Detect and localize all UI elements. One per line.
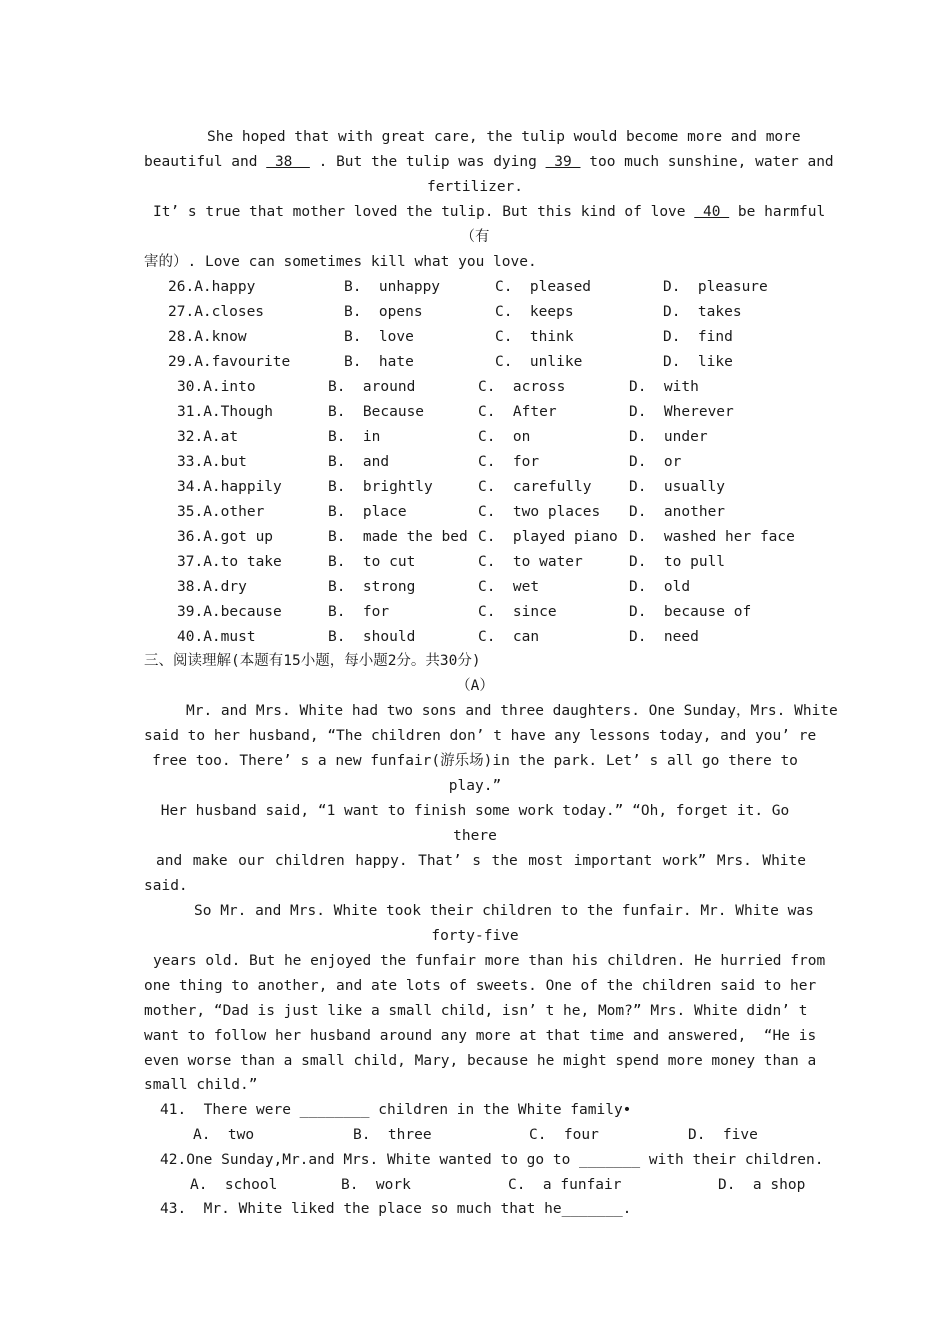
option-b: B. Because [328,404,425,420]
passage-line: mother, “Dad is just like a small child, isn’ t he, Mom?” Mrs. White didn’ t [144,1003,808,1019]
passage-line: free too. There’ s a new funfair(游乐场)in the park. Let’ s all go there to [152,753,798,769]
passage-line-with-blank [153,200,825,225]
option-a: 31.A.Though [177,404,274,420]
option-d: D. under [629,429,708,445]
passage-line: and make our children happy. That’ s the most important work” Mrs. White [156,853,806,869]
option-d: D. pleasure [663,279,768,295]
option-d: D. to pull [629,554,726,570]
option-a: 29.A.favourite [168,354,291,370]
option-a: 28.A.know [168,329,247,345]
option-a: 36.A.got up [177,529,274,545]
option-b: B. should [328,629,416,645]
passage-line: fertilizer. [426,179,524,195]
passage-line: So Mr. and Mrs. White took their children to the funfair. Mr. White was [194,903,814,919]
question-41: 41. There were ________ children in the White family• [160,1102,632,1118]
option-c: C. played piano [478,529,618,545]
option-d: D. like [663,354,733,370]
option-d: D. another [629,504,726,520]
option-b: B. and [328,454,390,470]
question-43: 43. Mr. White liked the place so much that he_______. [160,1201,632,1217]
option-d: D. a shop [718,1177,806,1193]
option-c: C. to water [478,554,583,570]
option-c: C. two places [478,504,601,520]
option-d: D. usually [629,479,726,495]
option-d: D. or [629,454,682,470]
option-b: B. work [341,1177,411,1193]
option-a: 35.A.other [177,504,265,520]
option-b: B. unhappy [344,279,441,295]
question-42: 42.One Sunday,Mr.and Mrs. White wanted to go to _______ with their children. [160,1152,824,1168]
option-a: A. school [190,1177,278,1193]
option-a: 40.A.must [177,629,256,645]
passage-line: years old. But he enjoyed the funfair more than his children. He hurried from [153,953,826,969]
blank-39: 39 [545,154,581,170]
option-b: B. love [344,329,414,345]
option-c: C. pleased [495,279,592,295]
option-a: 27.A.closes [168,304,265,320]
option-c: C. think [495,329,574,345]
option-a: 26.A.happy [168,279,256,295]
passage-line: small child.” [144,1077,258,1093]
option-b: B. to cut [328,554,416,570]
passage-line: even worse than a small child, Mary, because he might spend more money than a [144,1053,817,1069]
option-d: D. with [629,379,699,395]
option-b: B. hate [344,354,414,370]
passage-line: play.” [448,778,502,794]
option-c: C. four [529,1127,599,1143]
option-c: C. since [478,604,557,620]
option-c: C. across [478,379,566,395]
text-fragment: be harmful [729,204,826,220]
option-d: D. need [629,629,699,645]
option-b: B. around [328,379,416,395]
option-a: 34.A.happily [177,479,282,495]
passage-line: She hoped that with great care, the tulip would become more and more [207,129,801,145]
passage-line: forty-five [431,928,519,944]
text-fragment: . But the tulip was dying [309,154,546,170]
option-a: A. two [193,1127,255,1143]
passage-line: Her husband said, “1 want to finish some work today.” “Oh, forget it. Go [160,803,790,819]
option-d: D. old [629,579,691,595]
passage-line: Mr. and Mrs. White had two sons and three daughters. One Sunday，Mrs. White [186,703,838,719]
passage-line: （有 [460,229,490,245]
option-c: C. a funfair [508,1177,622,1193]
text-fragment: It’ s true that mother loved the tulip. But this kind of love [153,204,695,220]
option-c: C. After [478,404,557,420]
option-b: B. made the bed [328,529,468,545]
option-b: B. brightly [328,479,433,495]
section-heading: 三、阅读理解(本题有15小题，每小题2分。共30分) [144,653,481,669]
option-b: B. three [353,1127,432,1143]
option-d: D. Wherever [629,404,734,420]
option-a: 32.A.at [177,429,239,445]
option-d: D. five [688,1127,758,1143]
option-a: 30.A.into [177,379,256,395]
passage-line: there [453,828,497,844]
passage-line: said. [144,878,188,894]
text-fragment: too much sunshine, water and [580,154,834,170]
option-a: 39.A.because [177,604,282,620]
option-c: C. carefully [478,479,592,495]
blank-40: 40 [694,204,730,220]
passage-line: one thing to another, and ate lots of sweets. One of the children said to her [144,978,817,994]
passage-line-with-blanks [144,150,834,175]
blank-38: 38 [266,154,310,170]
option-a: 33.A.but [177,454,247,470]
option-a: 37.A.to take [177,554,282,570]
option-c: C. wet [478,579,540,595]
option-d: D. because of [629,604,752,620]
option-d: D. washed her face [629,529,795,545]
text-fragment: beautiful and [144,154,267,170]
option-a: 38.A.dry [177,579,247,595]
option-c: C. on [478,429,531,445]
passage-line: said to her husband, “The children don’ t have any lessons today, and you’ re [144,728,817,744]
passage-line: 害的）. Love can sometimes kill what you love. [144,254,537,270]
passage-label: （A） [456,678,494,694]
option-d: D. find [663,329,733,345]
option-d: D. takes [663,304,742,320]
option-b: B. opens [344,304,423,320]
option-b: B. for [328,604,390,620]
option-c: C. can [478,629,540,645]
option-b: B. strong [328,579,416,595]
option-b: B. place [328,504,407,520]
option-b: B. in [328,429,381,445]
option-c: C. for [478,454,540,470]
passage-line: want to follow her husband around any more at that time and answered, “He is [144,1028,817,1044]
option-c: C. unlike [495,354,583,370]
option-c: C. keeps [495,304,574,320]
